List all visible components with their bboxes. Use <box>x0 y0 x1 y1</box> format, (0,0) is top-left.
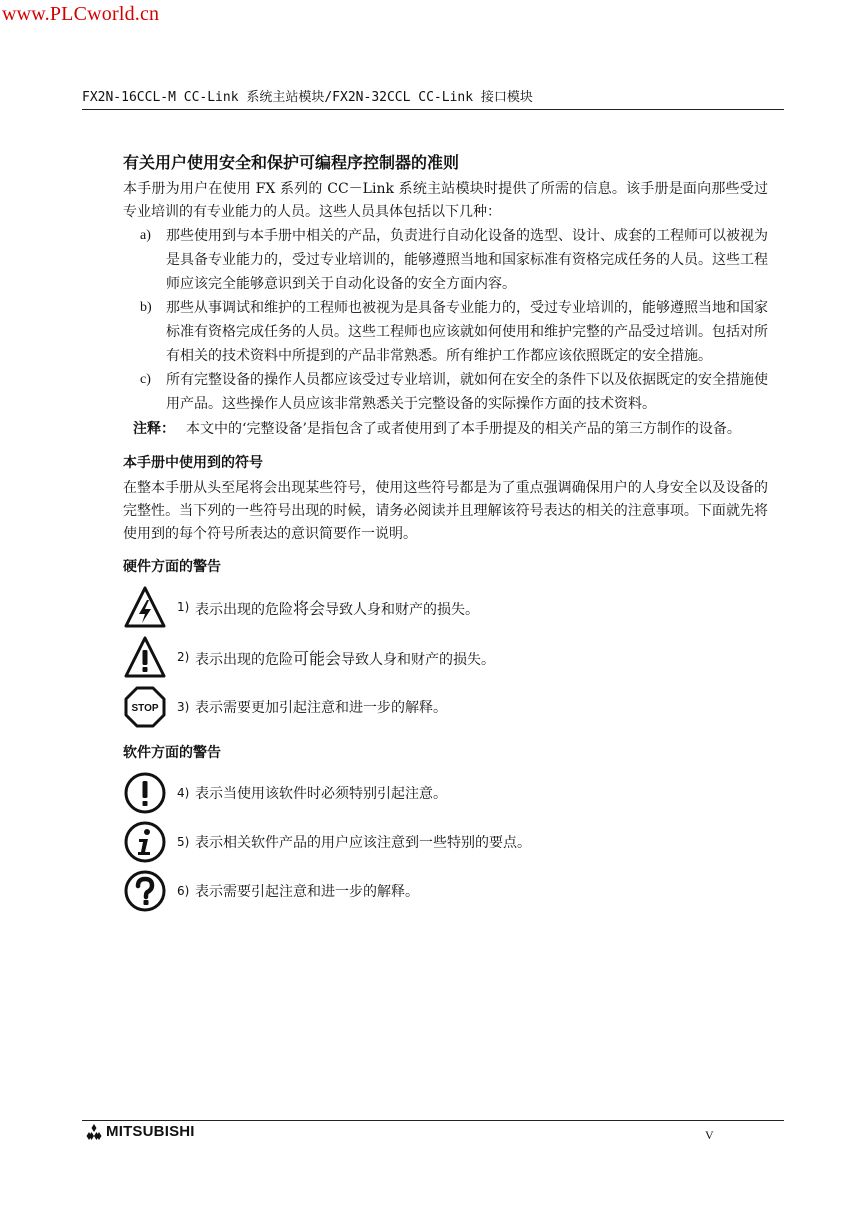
exclamation-circle-icon <box>123 771 167 815</box>
software-warning-row <box>123 768 768 817</box>
footer-logo <box>84 1123 195 1140</box>
brand-name: MITSUBISHI <box>106 1123 195 1140</box>
list-item <box>123 296 768 368</box>
list-item <box>123 224 768 296</box>
symbol-description: 表示需要更加引起注意和进一步的解释。 <box>195 700 447 716</box>
page-content <box>123 150 768 915</box>
list-item <box>123 368 768 416</box>
list-item-text: 所有完整设备的操作人员都应该受过专业培训，就如何在安全的条件下以及依据既定的安全措施使用产品。这些操作人员应该非常熟悉关于完整设备的实际操作方面的技术资料。 <box>166 372 768 412</box>
symbol-number: 4) <box>177 785 190 800</box>
qualification-list <box>123 224 768 416</box>
symbol-number: 2) <box>177 650 190 664</box>
software-warning-row <box>123 817 768 866</box>
intro-title: 有关用户使用安全和保护可编程序控制器的准则 <box>123 153 460 172</box>
symbol-number: 1) <box>177 600 190 614</box>
list-item-text: 那些使用到与本手册中相关的产品，负责进行自动化设备的选型、设计、成套的工程师可以被视为是具备专业能力的，受过专业培训的，能够遵照当地和国家标准有资格完成任务的人员。这些工程师应该完全能够意识到关于自动化设备的安全方面内容。 <box>166 228 768 292</box>
list-item-text: 那些从事调试和维护的工程师也被视为是具备专业能力的，受过专业培训的，能够遵照当地和国家标准有资格完成任务的人员。这些工程师也应该就如何使用和维护完整的产品受过培训。包括对所有相关的技术资料中所提到的产品非常熟悉。所有维护工作都应该依照既定的安全措施。 <box>166 300 768 364</box>
footer-divider <box>82 1120 784 1121</box>
symbols-title: 本手册中使用到的符号 <box>123 455 263 471</box>
symbols-paragraph: 在整本手册从头至尾将会出现某些符号，使用这些符号都是为了重点强调确保用户的人身安全以及设备的完整性。当下列的一些符号出现的时候，请务必阅读并且理解该符号表达的相关的注意事项。下面就先将使用到的每个符号所表达的意识简要作一说明。 <box>123 480 768 542</box>
note-text: 本文中的‘完整设备’是指包含了或者使用到了本手册提及的相关产品的第三方制作的设备。 <box>186 421 741 437</box>
symbol-description: 表示相关软件产品的用户应该注意到一些特别的要点。 <box>195 834 531 851</box>
stop-sign-icon <box>123 685 167 729</box>
hardware-warning-row <box>123 682 768 732</box>
software-warnings-title: 软件方面的警告 <box>123 745 221 761</box>
note <box>133 418 768 441</box>
list-marker: b) <box>140 300 152 315</box>
intro-paragraph: 本手册为用户在使用 FX 系列的 CC－Link 系统主站模块时提供了所需的信息。该手册是面向那些受过专业培训的有专业能力的人员。这些人员具体包括以下几种： <box>123 181 768 220</box>
hardware-warning-row <box>123 632 768 682</box>
svg-text:STOP: STOP <box>131 703 159 714</box>
symbol-number: 6) <box>177 883 190 898</box>
symbol-description: 表示出现的危险可能会导致人身和财产的损失。 <box>195 648 496 668</box>
warning-triangle-icon <box>123 635 167 679</box>
info-circle-icon <box>123 820 167 864</box>
symbol-description: 表示需要引起注意和进一步的解释。 <box>195 883 419 900</box>
watermark-link[interactable]: www.PLCworld.cn <box>2 3 160 25</box>
symbol-number: 3) <box>177 700 190 714</box>
symbol-number: 5) <box>177 834 190 849</box>
hardware-warnings-title: 硬件方面的警告 <box>123 559 221 575</box>
software-warning-row <box>123 866 768 915</box>
hardware-warning-row <box>123 582 768 632</box>
page-header-title: FX2N-16CCL-M CC-Link 系统主站模块/FX2N-32CCL CC-Link 接口模块 <box>82 90 533 105</box>
electric-hazard-icon <box>123 585 167 629</box>
mitsubishi-diamonds-icon <box>84 1124 104 1140</box>
symbol-description: 表示出现的危险将会导致人身和财产的损失。 <box>195 598 480 618</box>
question-circle-icon <box>123 869 167 913</box>
list-marker: c) <box>140 372 151 387</box>
page-number: V <box>705 1128 714 1142</box>
note-label: 注释： <box>133 421 175 437</box>
list-marker: a) <box>140 228 151 243</box>
header-divider <box>82 109 784 110</box>
symbol-description: 表示当使用该软件时必须特别引起注意。 <box>195 785 447 802</box>
